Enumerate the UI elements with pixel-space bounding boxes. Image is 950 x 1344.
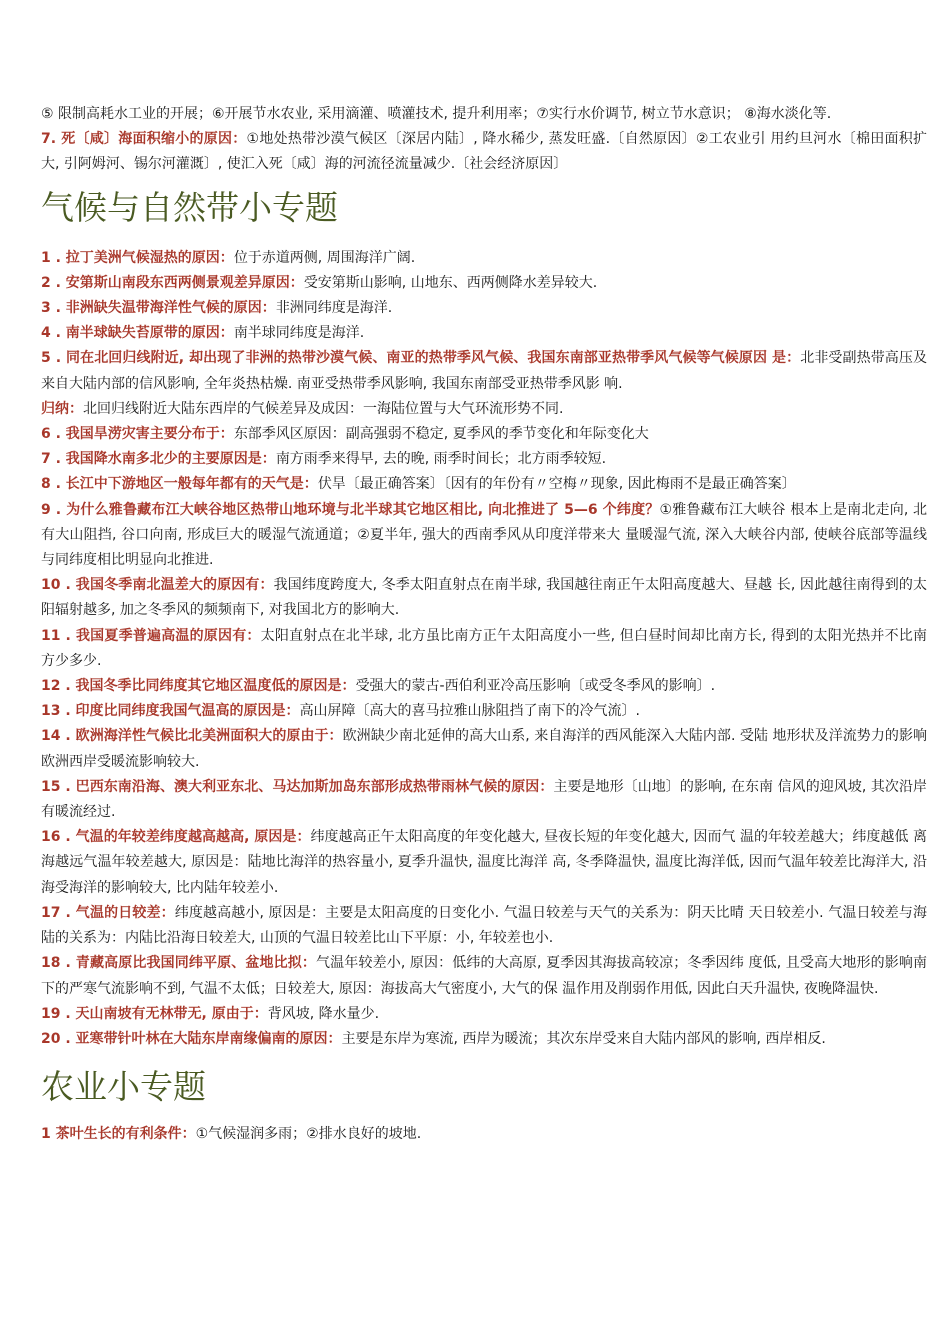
item-lead: 1 茶叶生长的有利条件： — [41, 1126, 196, 1143]
climate-item — [41, 901, 927, 951]
climate-item — [41, 498, 927, 574]
item-lead: 4 . 南半球缺失苔原带的原因： — [41, 325, 234, 342]
item-body: 位于赤道两侧, 周围海洋广阔. — [233, 249, 416, 266]
item-lead: 9 . 为什么雅鲁藏布江大峡谷地区热带山地环境与北半球其它地区相比, 向北推进了 5—6 个纬度？ — [41, 501, 660, 518]
item-body: 欧洲缺少南北延伸的高大山系, 来自海洋的西风能深入大陆内部. 受陆 地形状及洋流势力的影响欧洲西岸受暖流影响较大. — [41, 728, 927, 770]
climate-item — [41, 775, 927, 825]
item-lead: 16 . 气温的年较差纬度越高越高, 原因是： — [41, 829, 311, 846]
section-heading-agriculture: 农业小专题 — [41, 1067, 206, 1107]
item-lead: 2 . 安第斯山南段东西两侧景观差异原因： — [41, 274, 304, 291]
item-lead: 17 . 气温的日较差： — [41, 904, 175, 921]
climate-item — [41, 271, 927, 296]
climate-item — [41, 825, 927, 901]
item-body: 纬度越高越小, 原因是：主要是太阳高度的日变化小. 气温日较差与天气的关系为：阴天比晴 天日较差小. 气温日较差与海陆的关系为：内陆比沿海日较差大, 山顶的气温日较差比山下平原：小, 年较差也小. — [41, 904, 927, 947]
climate-item — [41, 296, 927, 321]
climate-item — [41, 397, 927, 422]
item-lead: 19 . 天山南坡有无林带无, 原由于： — [41, 1005, 268, 1022]
item-body: 东部季风区原因：副高强弱不稳定, 夏季风的季节变化和年际变化大 — [233, 426, 649, 443]
item-lead: 6 . 我国旱涝灾害主要分布于： — [41, 426, 234, 443]
item-lead: 8 . 长江中下游地区一般每年都有的天气是： — [41, 476, 318, 493]
item-lead: 归纳： — [41, 400, 83, 417]
section-heading-climate: 气候与自然带小专题 — [41, 187, 338, 227]
climate-item — [41, 724, 927, 774]
item-body: 非洲同纬度是海洋. — [275, 300, 393, 317]
item-body: ①地处热带沙漠气候区〔深居内陆〕, 降水稀少, 蒸发旺盛.〔自然原因〕②工农业引 用约旦河水〔棉田面积扩大, 引阿姆河、锡尔河灌溉〕, 使汇入死〔咸〕海的河流径流量减少.〔社会经济原因〕 — [41, 131, 927, 173]
item-body: 气温年较差小, 原因：低纬的大高原, 夏季因其海拔高较凉；冬季因纬 度低, 且受高大地形的影响南下的严寒气流影响不到, 气温不太低；日较差大, 原因：海拔高大气密度小, 大气的保 温作用及削弱作用低, 因此白天升温快, 夜晚降温快. — [41, 955, 927, 997]
climate-item — [41, 346, 927, 396]
climate-item — [41, 472, 927, 497]
item-lead: 7. 死〔咸〕海面积缩小的原因： — [41, 131, 247, 148]
climate-item — [41, 422, 927, 447]
climate-item — [41, 951, 927, 1001]
item-body: 受强大的蒙古-西伯利亚冷高压影响〔或受冬季风的影响〕. — [355, 678, 716, 695]
item-lead: 18 . 青藏高原比我国同纬平原、盆地比拟： — [41, 955, 317, 972]
item-body: 我国纬度跨度大, 冬季太阳直射点在南半球, 我国越往南正午太阳高度越大、昼越 长, 因此越往南得到的太阳辐射越多, 加之冬季风的频频南下, 对我国北方的影响大. — [41, 577, 927, 619]
paragraph-water-saving — [41, 102, 927, 127]
paragraph-tea — [41, 1122, 927, 1147]
item-lead: 10 . 我国冬季南北温差大的原因有： — [41, 577, 274, 594]
item-body: 南半球同纬度是海洋. — [233, 325, 365, 342]
item-body: ①气候湿润多雨；②排水良好的坡地. — [195, 1126, 422, 1143]
item-lead: 15 . 巴西东南沿海、澳大利亚东北、马达加斯加岛东部形成热带雨林气候的原因： — [41, 778, 554, 795]
item-body: 受安第斯山影响, 山地东、西两侧降水差异较大. — [303, 274, 598, 291]
item-body: 太阳直射点在北半球, 北方虽比南方正午太阳高度小一些, 但白昼时间却比南方长, 得到的太阳光热并不比南方少多少. — [41, 627, 927, 669]
item-lead: 13 . 印度比同纬度我国气温高的原因是： — [41, 703, 300, 720]
paragraph-text: ⑤ 限制高耗水工业的开展；⑥开展节水农业, 采用滴灌、喷灌技术, 提升利用率；⑦实行水价调节, 树立节水意识； ⑧海水淡化等. — [41, 106, 832, 122]
item-lead: 5 . 同在北回归线附近, 却出现了非洲的热带沙漠气候、南亚的热带季风气候、我国东南部亚热带季风气候等气候原因 是： — [41, 350, 801, 367]
climate-item — [41, 573, 927, 623]
item-lead: 7 . 我国降水南多北少的主要原因是： — [41, 451, 276, 468]
climate-item-list — [41, 246, 927, 1053]
item-lead: 12 . 我国冬季比同纬度其它地区温度低的原因是： — [41, 678, 356, 695]
item-body: 背风坡, 降水量少. — [267, 1005, 380, 1022]
item-body: 高山屏障〔高大的喜马拉雅山脉阻挡了南下的冷气流〕. — [299, 703, 641, 720]
climate-item — [41, 246, 927, 271]
climate-item — [41, 699, 927, 724]
item-lead: 20 . 亚寒带针叶林在大陆东岸南缘偏南的原因： — [41, 1030, 342, 1047]
climate-item — [41, 321, 927, 346]
item-body: 主要是地形〔山地〕的影响, 在东南 信风的迎风坡, 其次沿岸有暖流经过. — [41, 778, 928, 821]
item-body: 主要是东岸为寒流, 西岸为暖流；其次东岸受来自大陆内部风的影响, 西岸相反. — [341, 1030, 826, 1047]
document-page — [41, 102, 927, 1147]
climate-item — [41, 447, 927, 472]
item-body: 南方雨季来得早, 去的晚, 雨季时间长；北方雨季较短. — [275, 451, 607, 468]
item-lead: 1 . 拉丁美洲气候湿热的原因： — [41, 249, 234, 266]
item-lead: 11 . 我国夏季普遍高温的原因有： — [41, 627, 261, 644]
climate-item — [41, 624, 927, 674]
item-body: 纬度越高正午太阳高度的年变化越大, 昼夜长短的年变化越大, 因而气 温的年较差越大；纬度越低 离海越远气温年较差越大, 原因是：陆地比海洋的热容量小, 夏季升温快, 温度比海洋 高, 冬季降温快, 温度比海洋低, 因而气温年较差比海洋大, 沿海受海洋的影响较大, 比内陆年较差小. — [41, 829, 927, 896]
climate-item — [41, 1002, 927, 1027]
paragraph-dead-sea — [41, 127, 927, 177]
climate-item — [41, 674, 927, 699]
item-lead: 14 . 欧洲海洋性气候比北美洲面积大的原由于： — [41, 728, 343, 745]
item-body: 北非受副热带高压及来自大陆内部的信风影响, 全年炎热枯燥. 南亚受热带季风影响, 我国东南部受亚热带季风影 响. — [41, 350, 927, 392]
item-body: ①雅鲁藏布江大峡谷 根本上是南北走向, 北有大山阻挡, 谷口向南, 形成巨大的暖湿气流通道；②夏半年, 强大的西南季风从印度洋带来大 量暖湿气流, 深入大峡谷内部, 使峡谷底部等温线与同纬度相比明显向北推进. — [41, 501, 927, 569]
item-body: 北回归线附近大陆东西岸的气候差异及成因：一海陆位置与大气环流形势不同. — [83, 400, 564, 417]
item-lead: 3 . 非洲缺失温带海洋性气候的原因： — [41, 300, 276, 317]
climate-item — [41, 1027, 927, 1052]
item-body: 伏旱〔最正确答案〕〔因有的年份有〃空梅〃现象, 因此梅雨不是最正确答案〕 — [317, 476, 796, 493]
